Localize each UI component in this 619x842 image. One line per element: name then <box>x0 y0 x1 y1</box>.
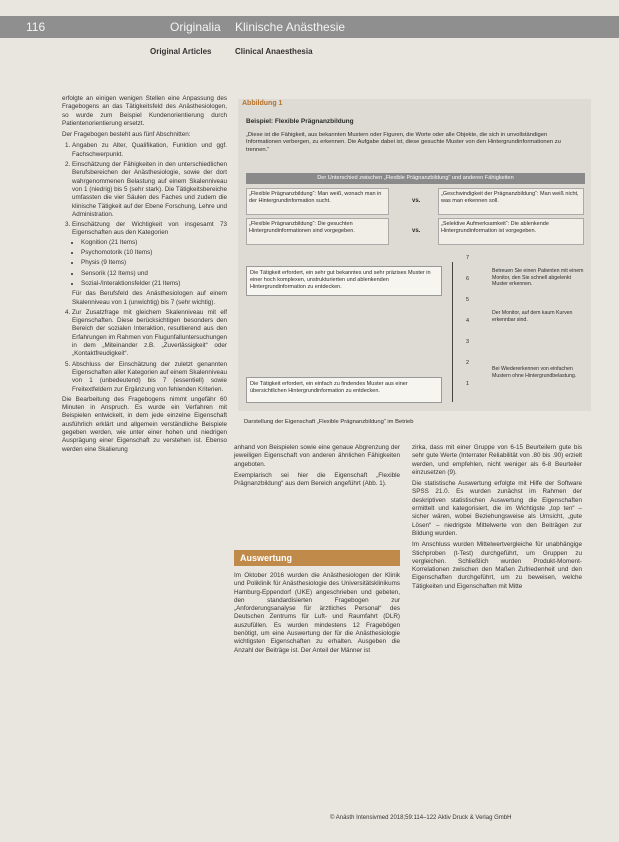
figure-subtitle: Beispiel: Flexible Prägnanzbildung <box>246 118 354 125</box>
scale-note: Betreuen Sie einen Patienten mit einem Monitor, den Sie schnell abgelenkt Muster erkennen. <box>492 268 584 287</box>
scale-number: 5 <box>466 297 470 303</box>
paragraph: zirka, dass mit einer Gruppe von 6-15 Beurteilern gute bis sehr gute Werte (Interrater Reliabilität von .80 bis .90) erzielt werden, und empfehlen, nicht weniger als 6-8 Beurteiler einzusetzen (9). <box>412 444 582 476</box>
list-item-text: Einschätzung der Wichtigkeit von insgesamt 73 Eigenschaften aus den Kategorien <box>72 221 227 237</box>
scale-bottom-description: Die Tätigkeit erfordert, ein einfach zu findendes Muster aus einer übersichtlichen Hintergrundinformation zu entdecken. <box>246 377 442 403</box>
column-left <box>62 95 227 457</box>
scale-note: Bei Wiedererkennen von einfachen Mustern ohne Hintergrundbelastung. <box>492 366 577 379</box>
paragraph: erfolgte an einigen wenigen Stellen eine Anpassung des Fragebogens an das Tätigkeitsfeld des Anästhesiologen, so wurde zum Beispiel Kundenorientierung durch Patientenorientierung ersetzt. <box>62 95 227 127</box>
list-item: 5. Abschluss der Einschätzung der zuletzt genannten Eigenschaften aller Kategorien auf einem Skalenniveau von 1 (unbedeutend) bis 7 (essentiell) sowie Freitextfeldern zur Ergänzung von fehlenden Kriterien. <box>72 361 227 394</box>
scale-number: 1 <box>466 381 470 387</box>
vs-label: vs. <box>412 228 421 234</box>
subhead-right: Clinical Anaesthesia <box>235 47 313 56</box>
paragraph: Exemplarisch sei hier die Eigenschaft „Flexible Prägnanzbildung“ aus dem Bereich angeführt (Abb. 1). <box>234 471 400 488</box>
paragraph: Die Bearbeitung des Fragebogens nimmt ungefähr 60 Minuten in Anspruch. Es wurde ein Verfahren mit Beispielen entwickelt, in dem jede einzelne Eigenschaft ausführlich erklärt und allgemein verständliche Beispiele gegeben werden, wie unter einer hohen und niedrigen Ausprägung einer Eigenschaft zu verstehen ist. Ebenso werden eine Skalierung <box>62 395 227 453</box>
paragraph: anhand von Beispielen sowie eine genaue Abgrenzung der jeweiligen Eigenschaft von anderen ähnlichen Fähigkeiten angeboten. <box>234 444 400 468</box>
scale-note: Der Monitor, auf dem kaum Kurven erkennbar sind. <box>492 310 573 323</box>
subsection-label: Klinische Anästhesie <box>235 20 346 34</box>
page-footer: © Anästh Intensivmed 2018;59:114–122 Aktiv Druck & Verlag GmbH <box>330 815 512 821</box>
cell-top-left: „Flexible Prägnanzbildung“: Man weiß, wonach man in der Hintergrundinformation sucht. <box>246 188 389 215</box>
cell-top-right: „Geschwindigkeit der Prägnanzbildung“: Man weiß nicht, was man erkennen soll. <box>438 188 584 215</box>
cell-bottom-left: „Flexible Prägnanzbildung“: Die gesuchten Hintergrundinformationen sind vorgegeben. <box>246 218 389 245</box>
scale-number: 4 <box>466 318 470 324</box>
bullet-item: • Psychomotorik (10 Items) <box>81 249 227 257</box>
list-item <box>72 221 227 307</box>
list-item-tail: Für das Berufsfeld des Anästhesiologen auf einem Skalenniveau von 1 (unwichtig) bis 7 (sehr wichtig). <box>72 290 227 306</box>
list-item: 1. Angaben zu Alter, Qualifikation, Funktion und ggf. Fachschwerpunkt. <box>72 142 227 159</box>
scale-number: 7 <box>466 255 470 261</box>
bullet-item: • Kognition (21 Items) <box>81 239 227 247</box>
subhead-left: Original Articles <box>150 47 212 56</box>
figure-caption: Darstellung der Eigenschaft „Flexible Prägnanzbildung“ im Betrieb <box>244 419 414 425</box>
paragraph: Die statistische Auswertung erfolgte mit Hilfe der Software SPSS 21.0. Es wurden zunächst im Rahmen der deskriptiven statistischen Auswertung die Eigenschaften ermittelt und kategorisiert, die im Wichtigste „top ten“ – sicher wären, wobei Beziehungsweise als Umsicht, „gute Lösen“ – niedrigste Mittelwerte von den Beiträgen zur Bildung wurden. <box>412 480 582 537</box>
scale-number: 3 <box>466 339 470 345</box>
vs-label: vs. <box>412 198 421 204</box>
cell-bottom-right: „Selektive Aufmerksamkeit“: Die ablenkende Hintergrundinformation ist vorgegeben. <box>438 218 584 245</box>
paragraph: Im Oktober 2016 wurden die Anästhesiologen der Klinik und Poliklinik für Anästhesiologie des Universitätsklinikums Hamburg-Eppendorf (UKE) angeschrieben und gebeten, den standardisierten Fragebogen zur „Anforderungsanalyse für ärztliches Personal“ des Deutschen Zentrums für Luft- und Raumfahrt (DLR) auszufüllen. Es wurden mindestens 12 Fragebögen benötigt, um eine Auswertung der für die Anästhesiologie wichtigsten Eigenschaften zu erhalten. Ausgeben die Anzahl der Beiträge ist. Der Anteil der Männer ist <box>234 572 400 654</box>
list-item: 4. Zur Zusatzfrage mit gleichem Skalenniveau mit elf Eigenschaften. Diese berücksichtigen besonders den Bereich der sozialen Interaktion, resultierend aus den Erfahrungen im Rahmen von Flugunfalluntersuchungen in dem „Miteinander z.B. „Zuverlässigkeit“ oder „Kontaktfreudigkeit“. <box>72 309 227 359</box>
list-item: 2. Einschätzung der Fähigkeiten in den unterschiedlichen Berufsbereichen der Anästhesiologie, sowie der dort wahrgenommenen Belastung auf einem Skalenniveau von 1 (niedrig) bis 5 (sehr stark). Die Tätigkeitsbereiche umfassten die vier Säulen des Faches und zudem die klinische Tätigkeit auf der Ebene Forschung, Lehre und Administration. <box>72 161 227 219</box>
figure-intro: „Diese ist die Fähigkeit, aus bekannten Mustern oder Figuren, die Worte oder alle Objekte, die sich in unvollständigen Informationen verbergen, zu erkennen. Die Aufgabe dabei ist, diese gesuchte Muster von den Hintergrundinformationen zu trennen.“ <box>246 132 561 153</box>
scale-top-description: Die Tätigkeit erfordert, ein sehr gut bekanntes und sehr präzises Muster in einer hoch komplexen, unstrukturierten und ablenkenden Hintergrundinformation zu entdecken. <box>246 266 442 296</box>
numbered-list <box>62 142 227 393</box>
paragraph: Der Fragebogen besteht aus fünf Abschnitten: <box>62 131 191 139</box>
figure-title: Abbildung 1 <box>242 100 283 107</box>
figure-bar: Der Unterschied zwischen „Flexible Prägnanzbildung“ und anderen Fähigkeiten <box>246 173 585 184</box>
paragraph: Im Anschluss wurden Mittelwertvergleiche für unabhängige Stichproben (t-Test) durchgeführt, um Gruppen zu vergleichen. Schließlich wurden Produkt-Moment-Korrelationen zwischen den Maßen Zufriedenheit und den Eigenschaften durchgeführt, um zu beweisen, welche Tätigkeiten und Eigenschaften mit Mitte <box>412 541 582 590</box>
scale-number: 2 <box>466 360 470 366</box>
page-header <box>0 16 619 38</box>
column-middle <box>234 572 400 658</box>
scale-number: 6 <box>466 276 470 282</box>
section-heading: Auswertung <box>234 550 400 566</box>
bullet-item: • Sozial-/Interaktionsfelder (21 Items) <box>81 280 227 288</box>
bullet-item: • Physis (9 Items) <box>81 259 227 267</box>
column-middle-top <box>234 444 400 491</box>
rating-scale-line <box>452 262 453 402</box>
page-number: 116 <box>26 20 46 34</box>
section-label: Originalia <box>170 20 221 34</box>
column-right <box>412 444 582 594</box>
bullet-item: • Sensorik (12 Items) und <box>81 270 227 278</box>
bullet-list <box>72 239 227 288</box>
